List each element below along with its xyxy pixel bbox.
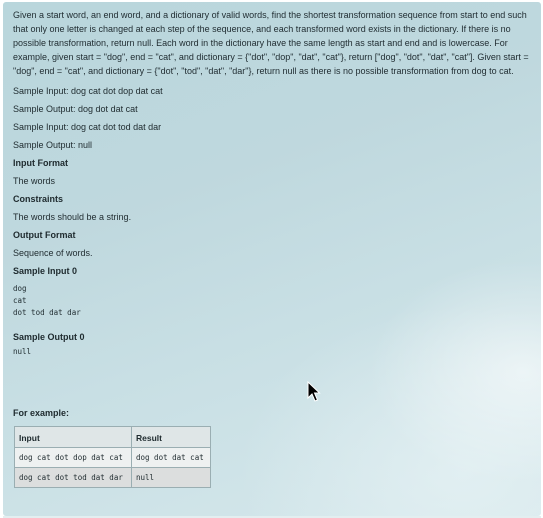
table-header-result: Result — [132, 427, 211, 448]
sample-line: Sample Output: null — [13, 140, 93, 150]
problem-description: Given a start word, an end word, and a dictionary of valid words, find the shortest transformation sequence from start to end such that only one letter is changed at each step of the sequence, and each transformed word exists in the dictionary. If there is no possible transformation, return null. Each word in the dictionary have the same length as start and end and is lowercase. For example, given start = "dog", end = "cat", and dictionary = {"dot", "dop", "dat", "cat"}, return ["dog", "dot", "dat", "cat"]. Given start = "dog", end = "cat", and dictionary = {"dot", "tod", "dat", "dar"}, return null as there is no possible transformation from dog to cat. — [13, 10, 529, 76]
sample-line: Sample Input: dog cat dot dop dat cat — [13, 86, 163, 96]
input-format-heading: Input Format — [13, 158, 68, 168]
table-cell: dog dot dat cat — [132, 448, 211, 468]
table-cell: dog cat dot dop dat cat — [15, 448, 132, 468]
example-heading: For example: — [13, 408, 70, 418]
code-line: dot tod dat dar — [13, 308, 81, 317]
mouse-cursor-icon — [307, 381, 321, 403]
output-format-text: Sequence of words. — [13, 248, 93, 258]
spacer — [13, 358, 535, 404]
question-panel — [3, 2, 541, 516]
input-format-text: The words — [13, 176, 56, 186]
constraints-text: The words should be a string. — [13, 212, 132, 222]
table-row — [15, 448, 211, 468]
sample-line: Sample Output: dog dot dat cat — [13, 104, 138, 114]
table-row — [15, 468, 211, 488]
table-header-input: Input — [15, 427, 132, 448]
sample-line: Sample Input: dog cat dot tod dat dar — [13, 122, 162, 132]
table-cell: null — [132, 468, 211, 488]
spacer — [13, 319, 535, 328]
example-table — [14, 426, 211, 488]
table-cell: dog cat dot tod dat dar — [15, 468, 132, 488]
code-line: null — [13, 347, 32, 356]
question-content — [13, 8, 535, 488]
table-header-row — [15, 427, 211, 448]
code-line: dog — [13, 284, 27, 293]
constraints-heading: Constraints — [13, 194, 64, 204]
code-line: cat — [13, 296, 27, 305]
output-format-heading: Output Format — [13, 230, 76, 240]
sample-input-0-code — [13, 283, 535, 319]
sample-output-0-heading: Sample Output 0 — [13, 332, 85, 342]
sample-output-0-code — [13, 346, 535, 358]
sample-input-0-heading: Sample Input 0 — [13, 266, 78, 276]
